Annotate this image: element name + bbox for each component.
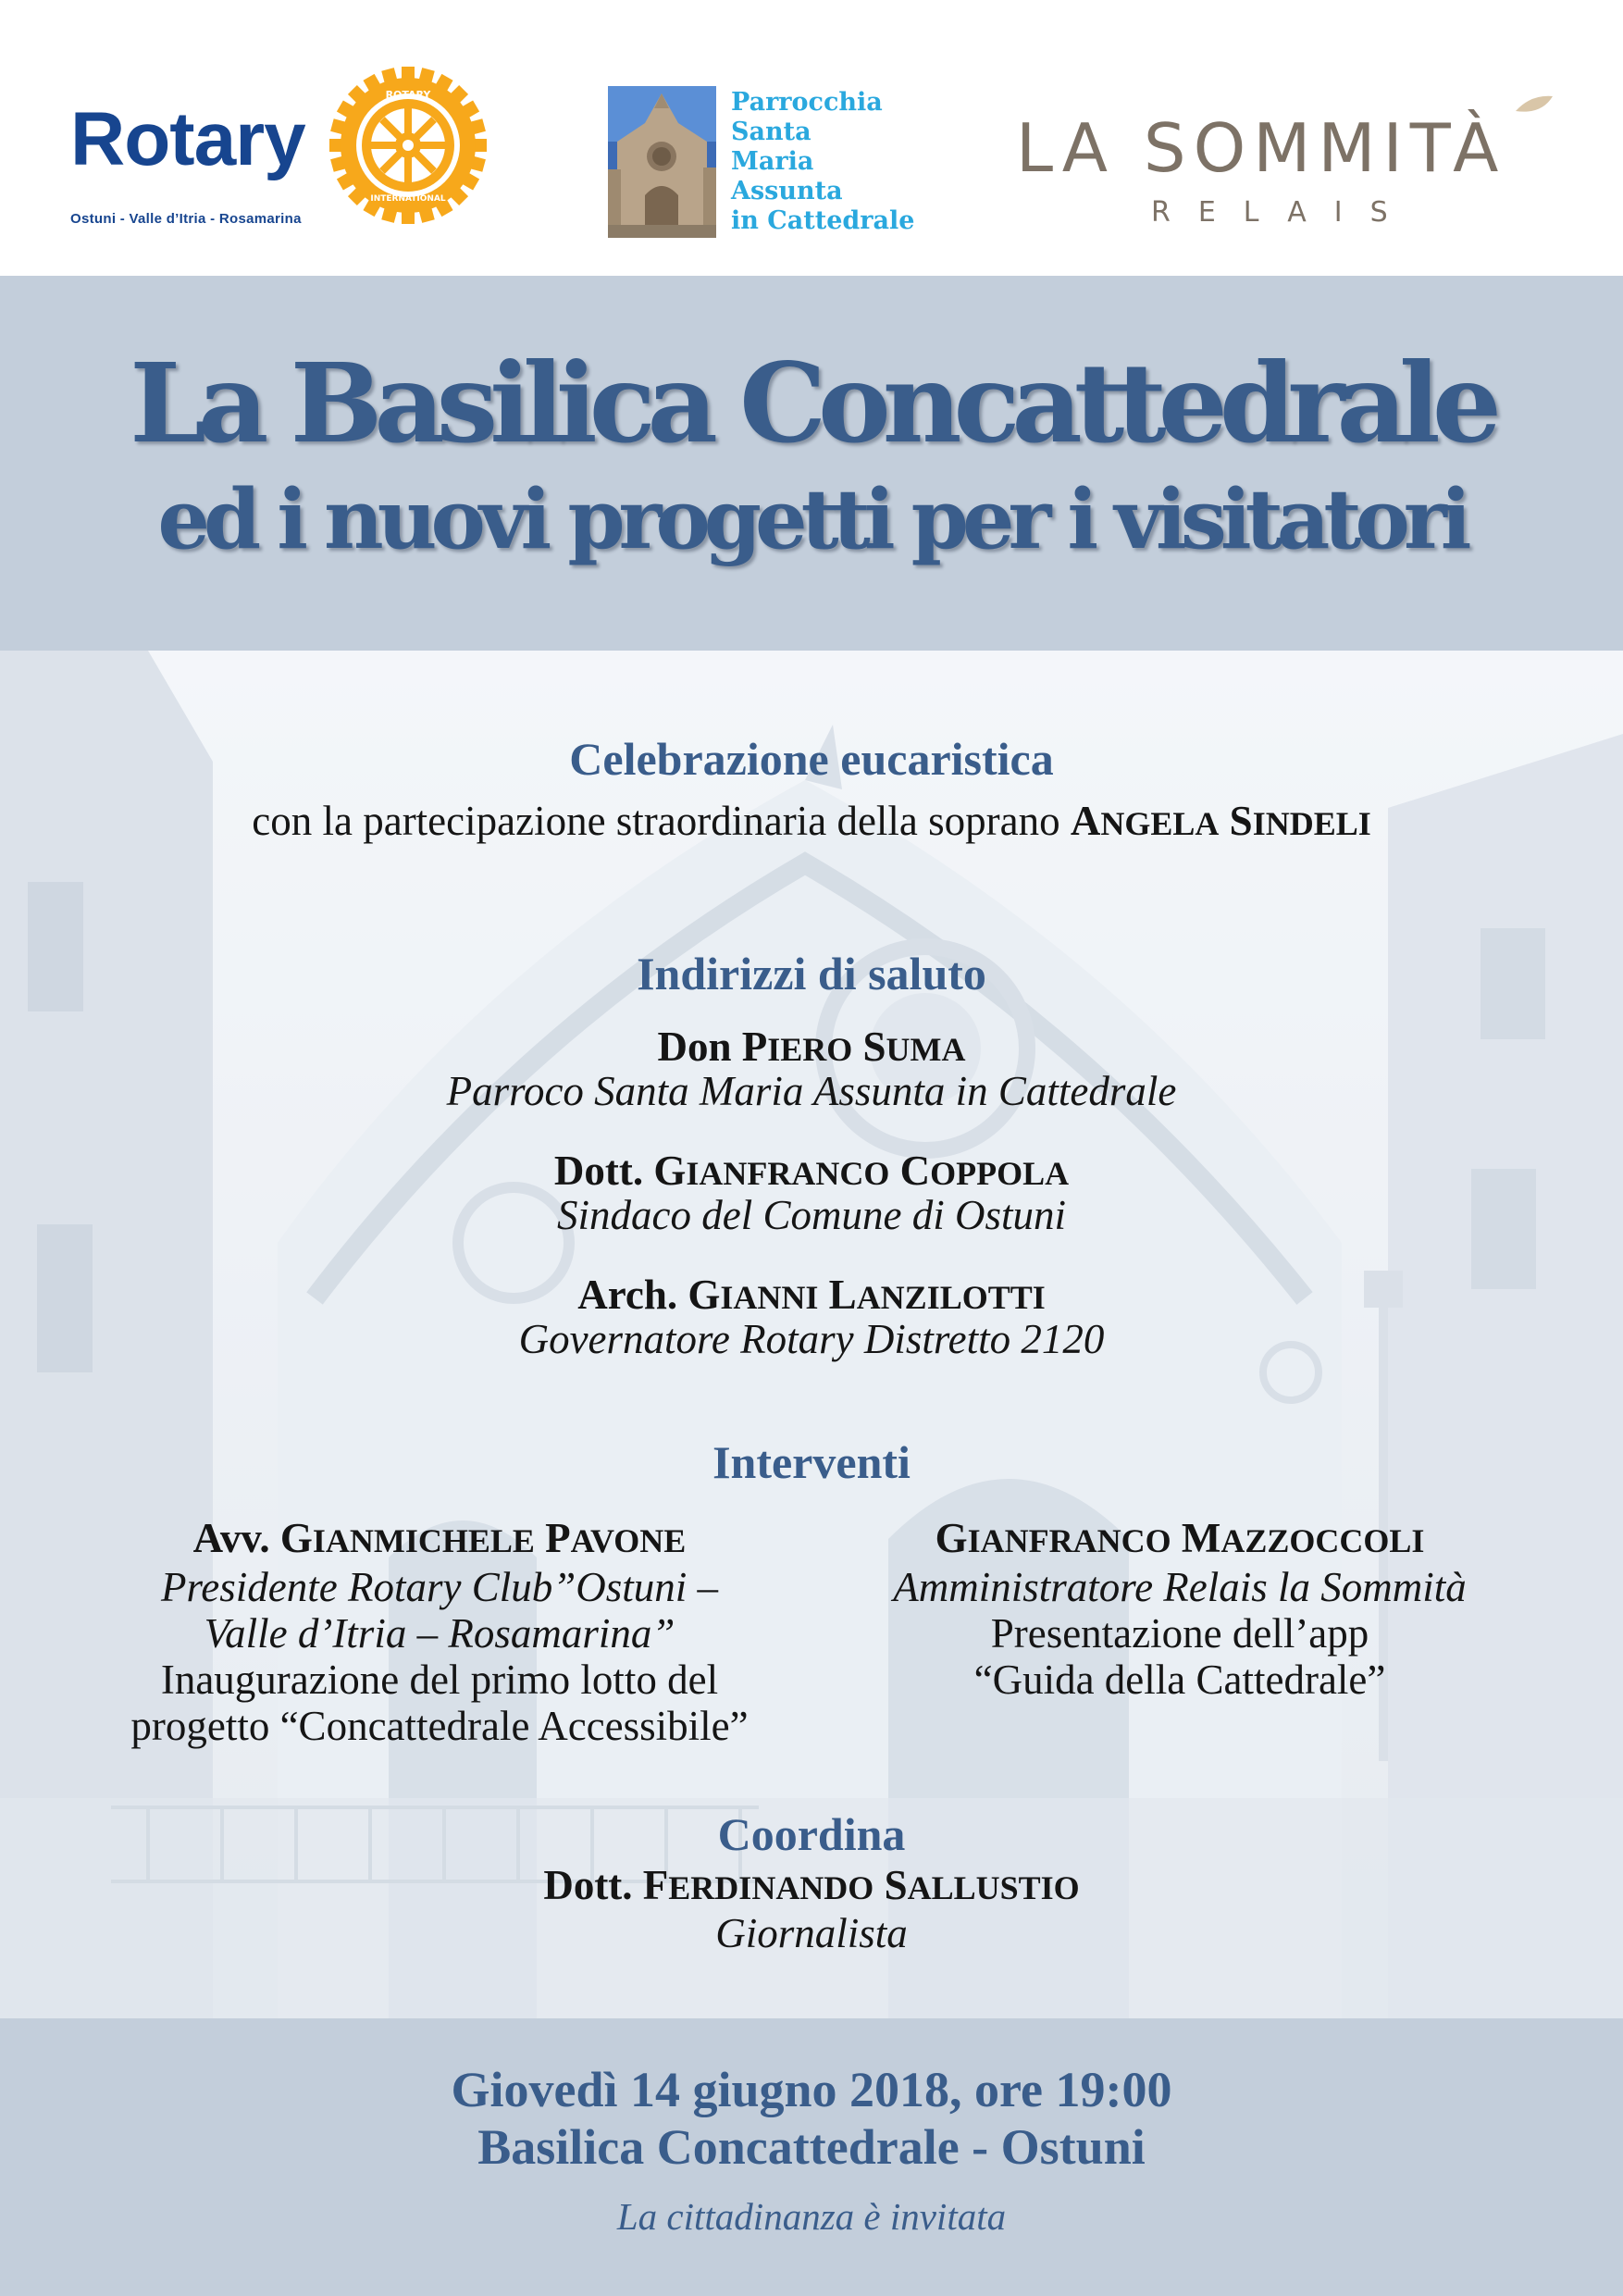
- main-title: La Basilica Concattedrale: [130, 339, 1493, 467]
- rotary-wheel-top-text: ROTARY: [385, 89, 431, 101]
- coordinator-name: Dott. FERDINANDO SALLUSTIO: [543, 1862, 1080, 1908]
- parish-line: Santa: [731, 118, 812, 146]
- talk-left-speaker: Avv. GIANMICHELE PAVONE: [192, 1515, 687, 1561]
- talk-right: [800, 1515, 1559, 1703]
- talk-right-speaker: GIANFRANCO MAZZOCCOLI: [935, 1515, 1425, 1561]
- rotary-wordmark: Rotary: [70, 97, 305, 181]
- parish-line: Assunta: [731, 177, 843, 205]
- soprano-first-rest: NGELA: [1100, 805, 1220, 842]
- rotary-wheel-icon: [329, 67, 487, 224]
- rotary-logo: [70, 67, 496, 242]
- parish-name: [731, 88, 914, 236]
- speaker-name: Don PIERO SUMA: [657, 1024, 966, 1070]
- parish-line: Parrocchia: [731, 88, 883, 117]
- program-section: [0, 651, 1623, 2018]
- program-content: [0, 651, 1623, 2018]
- talks-heading: Interventi: [712, 1436, 911, 1488]
- talk-left: [60, 1515, 819, 1749]
- talk-left-role: Valle d’Itria – Rosamarina”: [204, 1610, 675, 1657]
- celebration-text: [0, 797, 1623, 845]
- event-date: Giovedì 14 giugno 2018, ore 19:00: [451, 2062, 1172, 2117]
- talk-right-role: Amministratore Relais la Sommità: [893, 1564, 1467, 1610]
- la-sommita-logo: [1016, 93, 1571, 241]
- title-band: [0, 276, 1623, 651]
- speaker-role: Governatore Rotary Distretto 2120: [518, 1316, 1105, 1362]
- soprano-last-initial: S: [1229, 798, 1253, 844]
- soprano-last-rest: INDELI: [1252, 805, 1371, 842]
- parish-line: Maria: [731, 147, 814, 176]
- parish-line: in Cattedrale: [731, 206, 915, 235]
- talk-left-role: Presidente Rotary Club”Ostuni –: [160, 1564, 719, 1610]
- sommita-subtitle: RELAIS: [1151, 196, 1416, 229]
- main-subtitle: ed i nuovi progetti per i visitatori: [157, 470, 1466, 567]
- talk-right-topic: Presentazione dell’app: [990, 1610, 1369, 1657]
- talk-left-topic: Inaugurazione del primo lotto del: [160, 1657, 719, 1703]
- footer-band: [0, 2018, 1623, 2296]
- talk-right-topic: “Guida della Cattedrale”: [973, 1657, 1386, 1703]
- cathedral-photo-icon: [608, 86, 716, 238]
- rotary-wheel-bottom-text: INTERNATIONAL: [370, 194, 446, 204]
- rotary-club-subtitle: Ostuni - Valle d’Itria - Rosamarina: [70, 211, 302, 227]
- celebration-heading: Celebrazione eucaristica: [569, 733, 1054, 785]
- soprano-first-initial: A: [1070, 798, 1101, 844]
- celebration-description: con la partecipazione straordinaria della soprano: [252, 798, 1071, 844]
- event-place: Basilica Concattedrale - Ostuni: [477, 2119, 1146, 2175]
- invitation-note: La cittadinanza è invitata: [616, 2195, 1007, 2238]
- speaker-role: Parroco Santa Maria Assunta in Cattedrale: [446, 1068, 1177, 1114]
- speaker-name: Dott. GIANFRANCO COPPOLA: [553, 1148, 1070, 1194]
- sommita-wordmark: LA SOMMITÀ: [1016, 109, 1506, 187]
- greetings-heading: Indirizzi di saluto: [637, 948, 986, 999]
- leaf-icon: [1514, 93, 1555, 117]
- coordinator-heading: Coordina: [717, 1808, 906, 1860]
- coordinator-role: Giornalista: [715, 1910, 908, 1956]
- logo-header: [0, 0, 1623, 276]
- talk-left-topic: progetto “Concattedrale Accessibile”: [130, 1703, 749, 1749]
- speaker-name: Arch. GIANNI LANZILOTTI: [577, 1272, 1046, 1318]
- parish-logo: [608, 86, 941, 243]
- speaker-role: Sindaco del Comune di Ostuni: [557, 1192, 1066, 1238]
